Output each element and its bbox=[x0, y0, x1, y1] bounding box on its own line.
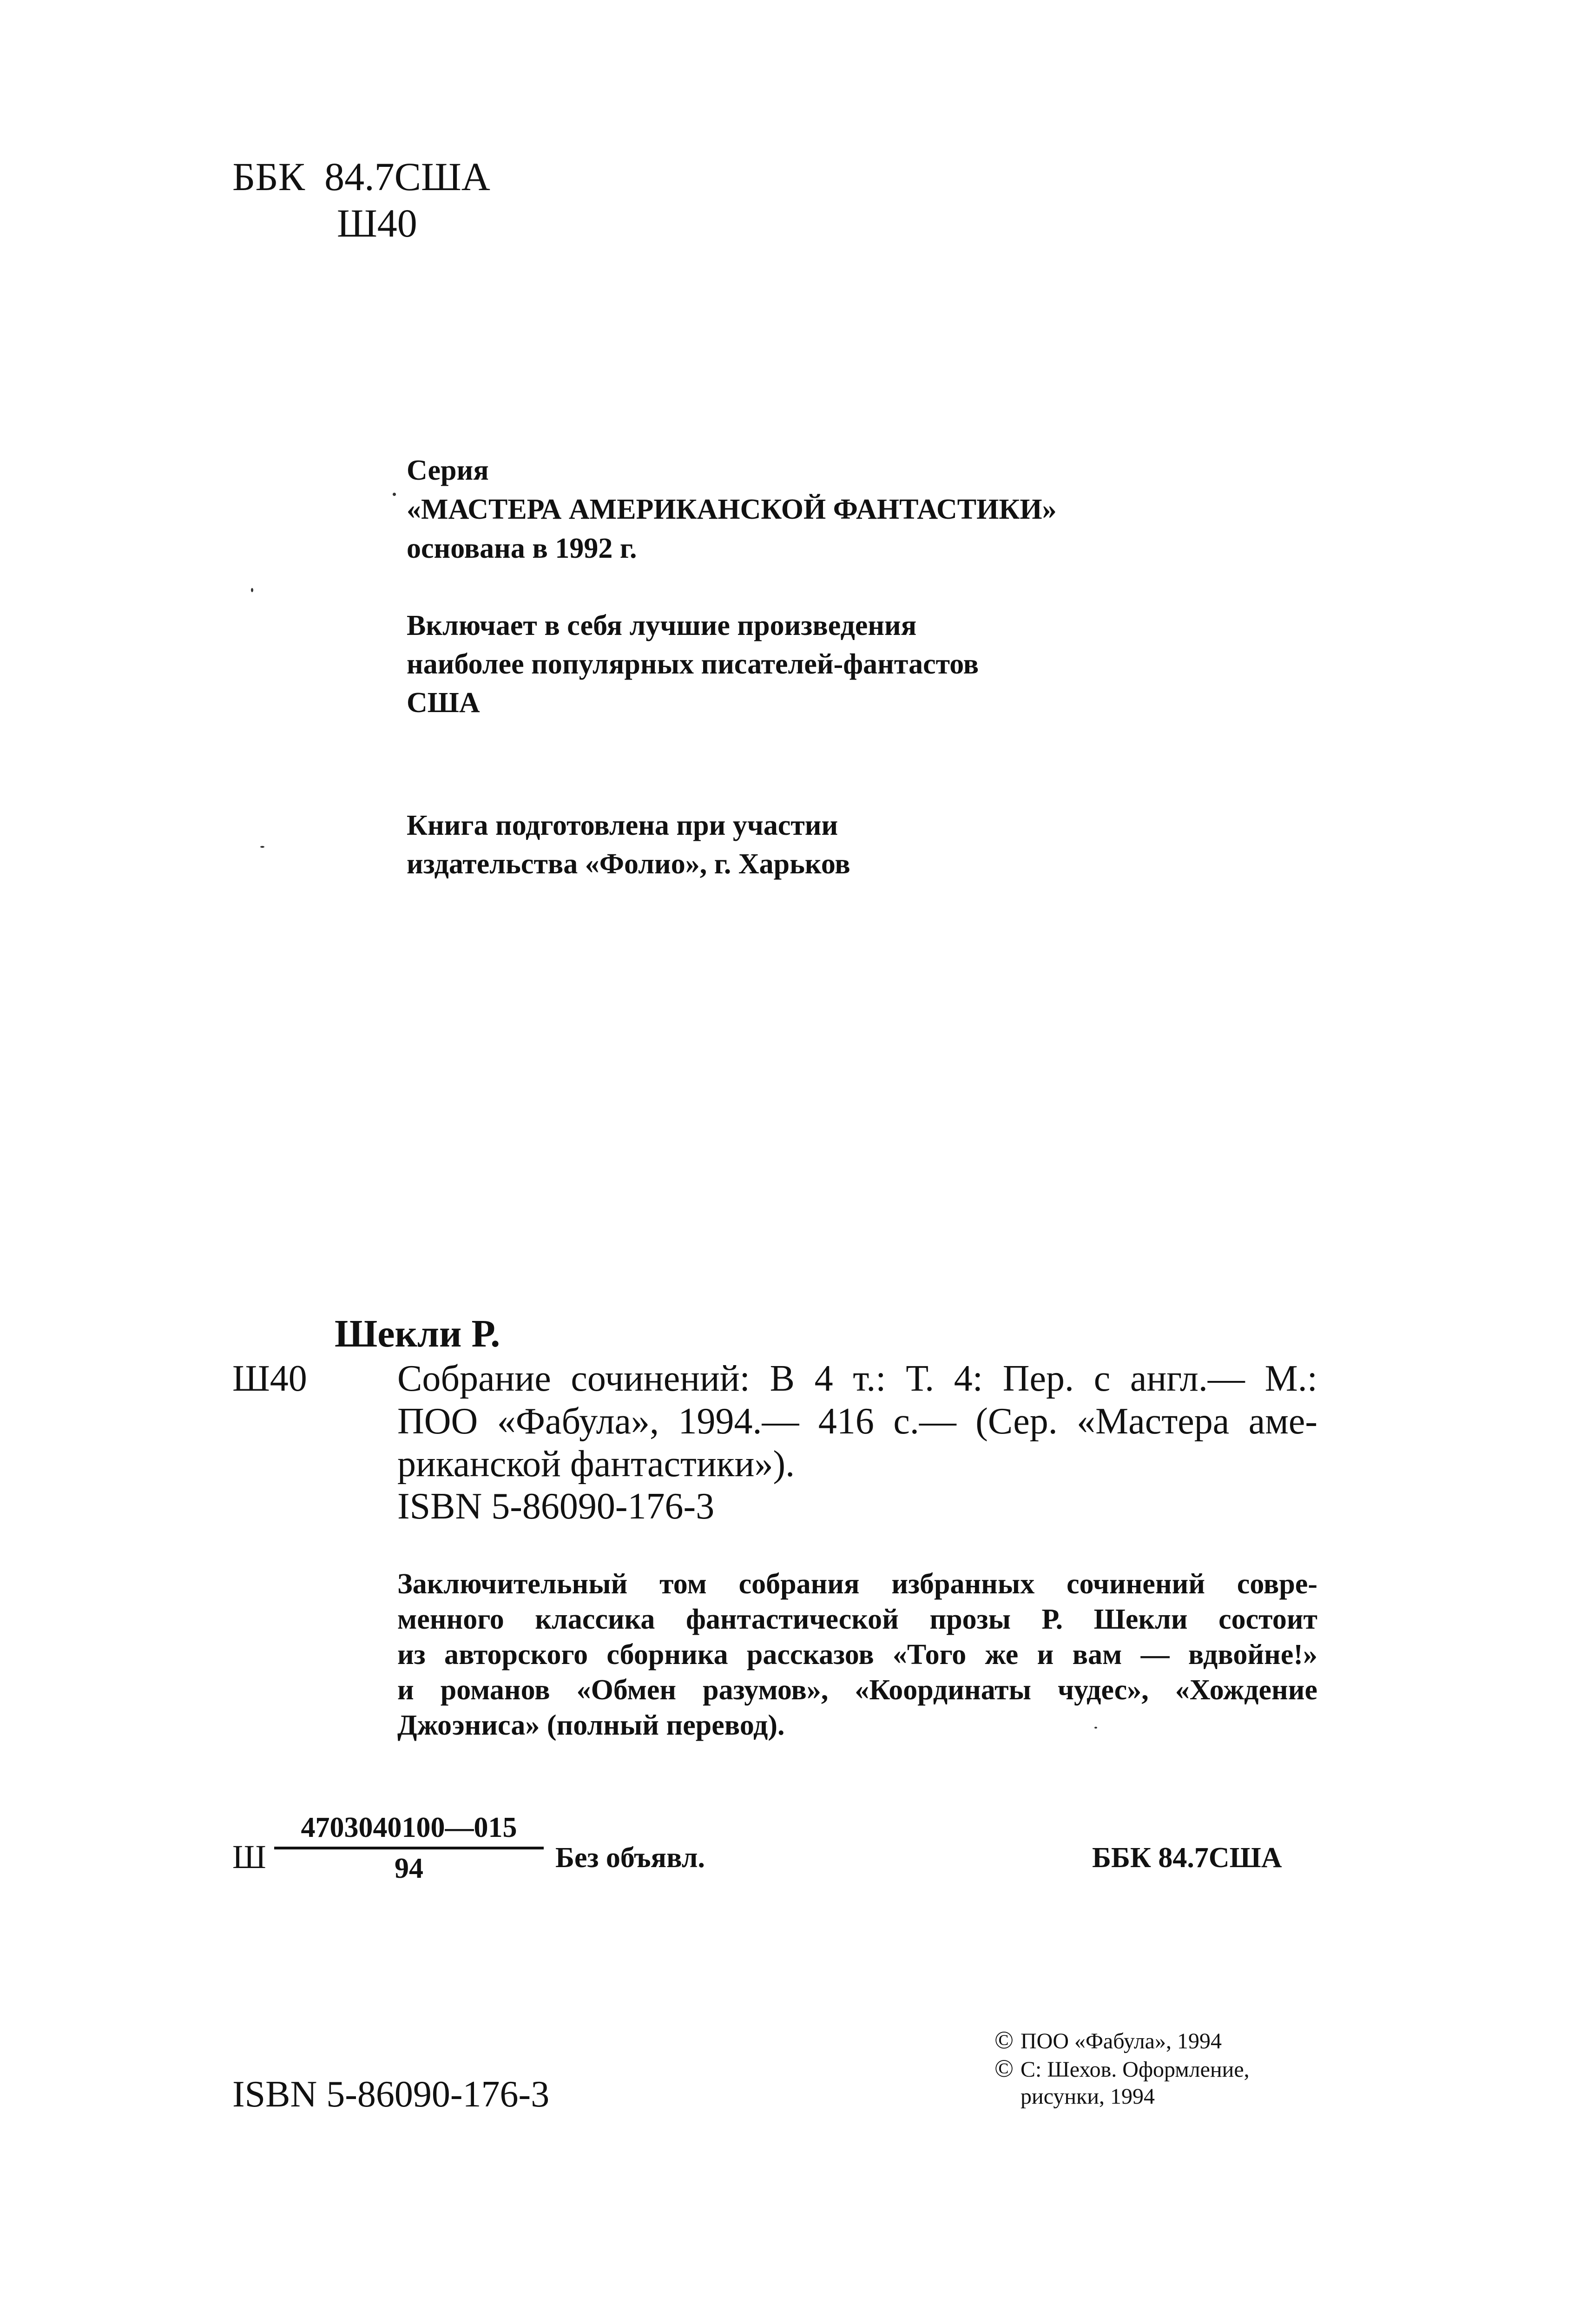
bbk-classification-bottom: ББК 84.7США bbox=[1092, 1842, 1282, 1874]
preparation-note-line: издательства «Фолио», г. Харьков bbox=[407, 848, 850, 880]
series-description-line: Включает в себя лучшие произведения bbox=[407, 610, 917, 641]
copyright-text: ПОО «Фабула», 1994 bbox=[1020, 2029, 1222, 2053]
scan-speck bbox=[393, 493, 396, 496]
author-cutter-top: Ш40 bbox=[337, 201, 417, 245]
copyright-block bbox=[994, 2027, 1250, 2110]
author-cutter-entry: Ш40 bbox=[232, 1358, 307, 1399]
series-founded: основана в 1992 г. bbox=[407, 533, 637, 564]
bbk-classification-top bbox=[232, 153, 490, 246]
preparation-note bbox=[407, 806, 850, 884]
preparation-note-line: Книга подготовлена при участии bbox=[407, 810, 838, 841]
series-title: «МАСТЕРА АМЕРИКАНСКОЙ ФАНТАСТИКИ» bbox=[407, 494, 1057, 525]
bibliographic-line: риканской фантастики»). bbox=[397, 1444, 795, 1485]
copyright-icon: © bbox=[994, 2026, 1014, 2054]
scan-speck bbox=[251, 588, 253, 592]
series-label: Серия bbox=[407, 455, 489, 486]
annotation-line: Джоэниса» (полный перевод). bbox=[397, 1710, 785, 1741]
copyright-line bbox=[994, 2027, 1250, 2055]
annotation-line: из авторского сборника рассказов «Того же и вам — вдвойне!» bbox=[397, 1639, 1317, 1670]
scan-speck bbox=[1094, 1727, 1097, 1729]
series-description-line: наиболее популярных писателей-фантастов bbox=[407, 648, 979, 680]
price-note: Без объявл. bbox=[555, 1842, 705, 1874]
annotation bbox=[397, 1566, 1317, 1743]
series-description bbox=[407, 607, 979, 722]
bibliographic-description bbox=[397, 1357, 1317, 1486]
copyright-icon: © bbox=[994, 2054, 1014, 2082]
isbn-bottom: ISBN 5-86090-176-3 bbox=[232, 2074, 550, 2115]
author-heading: Шекли Р. bbox=[335, 1312, 500, 1355]
copyright-text: С: Шехов. Оформление, bbox=[1020, 2057, 1250, 2082]
annotation-line: Заключительный том собрания избранных сочинений совре- bbox=[397, 1568, 1317, 1600]
series-block bbox=[407, 451, 1057, 568]
annotation-line: менного классика фантастической прозы Р. Шекли состоит bbox=[397, 1604, 1317, 1635]
annotation-line: и романов «Обмен разумов», «Координаты чудес», «Хождение bbox=[397, 1674, 1317, 1706]
bibliographic-line: Собрание сочинений: В 4 т.: Т. 4: Пер. с англ.— М.: bbox=[397, 1358, 1317, 1399]
copyright-line bbox=[994, 2055, 1250, 2083]
bbk-prefix: ББК bbox=[232, 154, 305, 199]
scan-speck bbox=[260, 846, 264, 848]
index-fraction bbox=[274, 1810, 544, 1884]
bibliographic-line: ПОО «Фабула», 1994.— 416 с.— (Сер. «Мастера аме- bbox=[397, 1401, 1317, 1442]
fraction-bar bbox=[274, 1847, 544, 1849]
index-letter: Ш bbox=[232, 1838, 266, 1875]
isbn-entry: ISBN 5-86090-176-3 bbox=[397, 1486, 715, 1527]
series-description-line: США bbox=[407, 687, 480, 719]
index-numerator: 4703040100—015 bbox=[301, 1812, 517, 1843]
index-denominator: 94 bbox=[395, 1853, 423, 1884]
copyright-text: рисунки, 1994 bbox=[1020, 2084, 1155, 2109]
bbk-code: 84.7США bbox=[324, 154, 490, 199]
